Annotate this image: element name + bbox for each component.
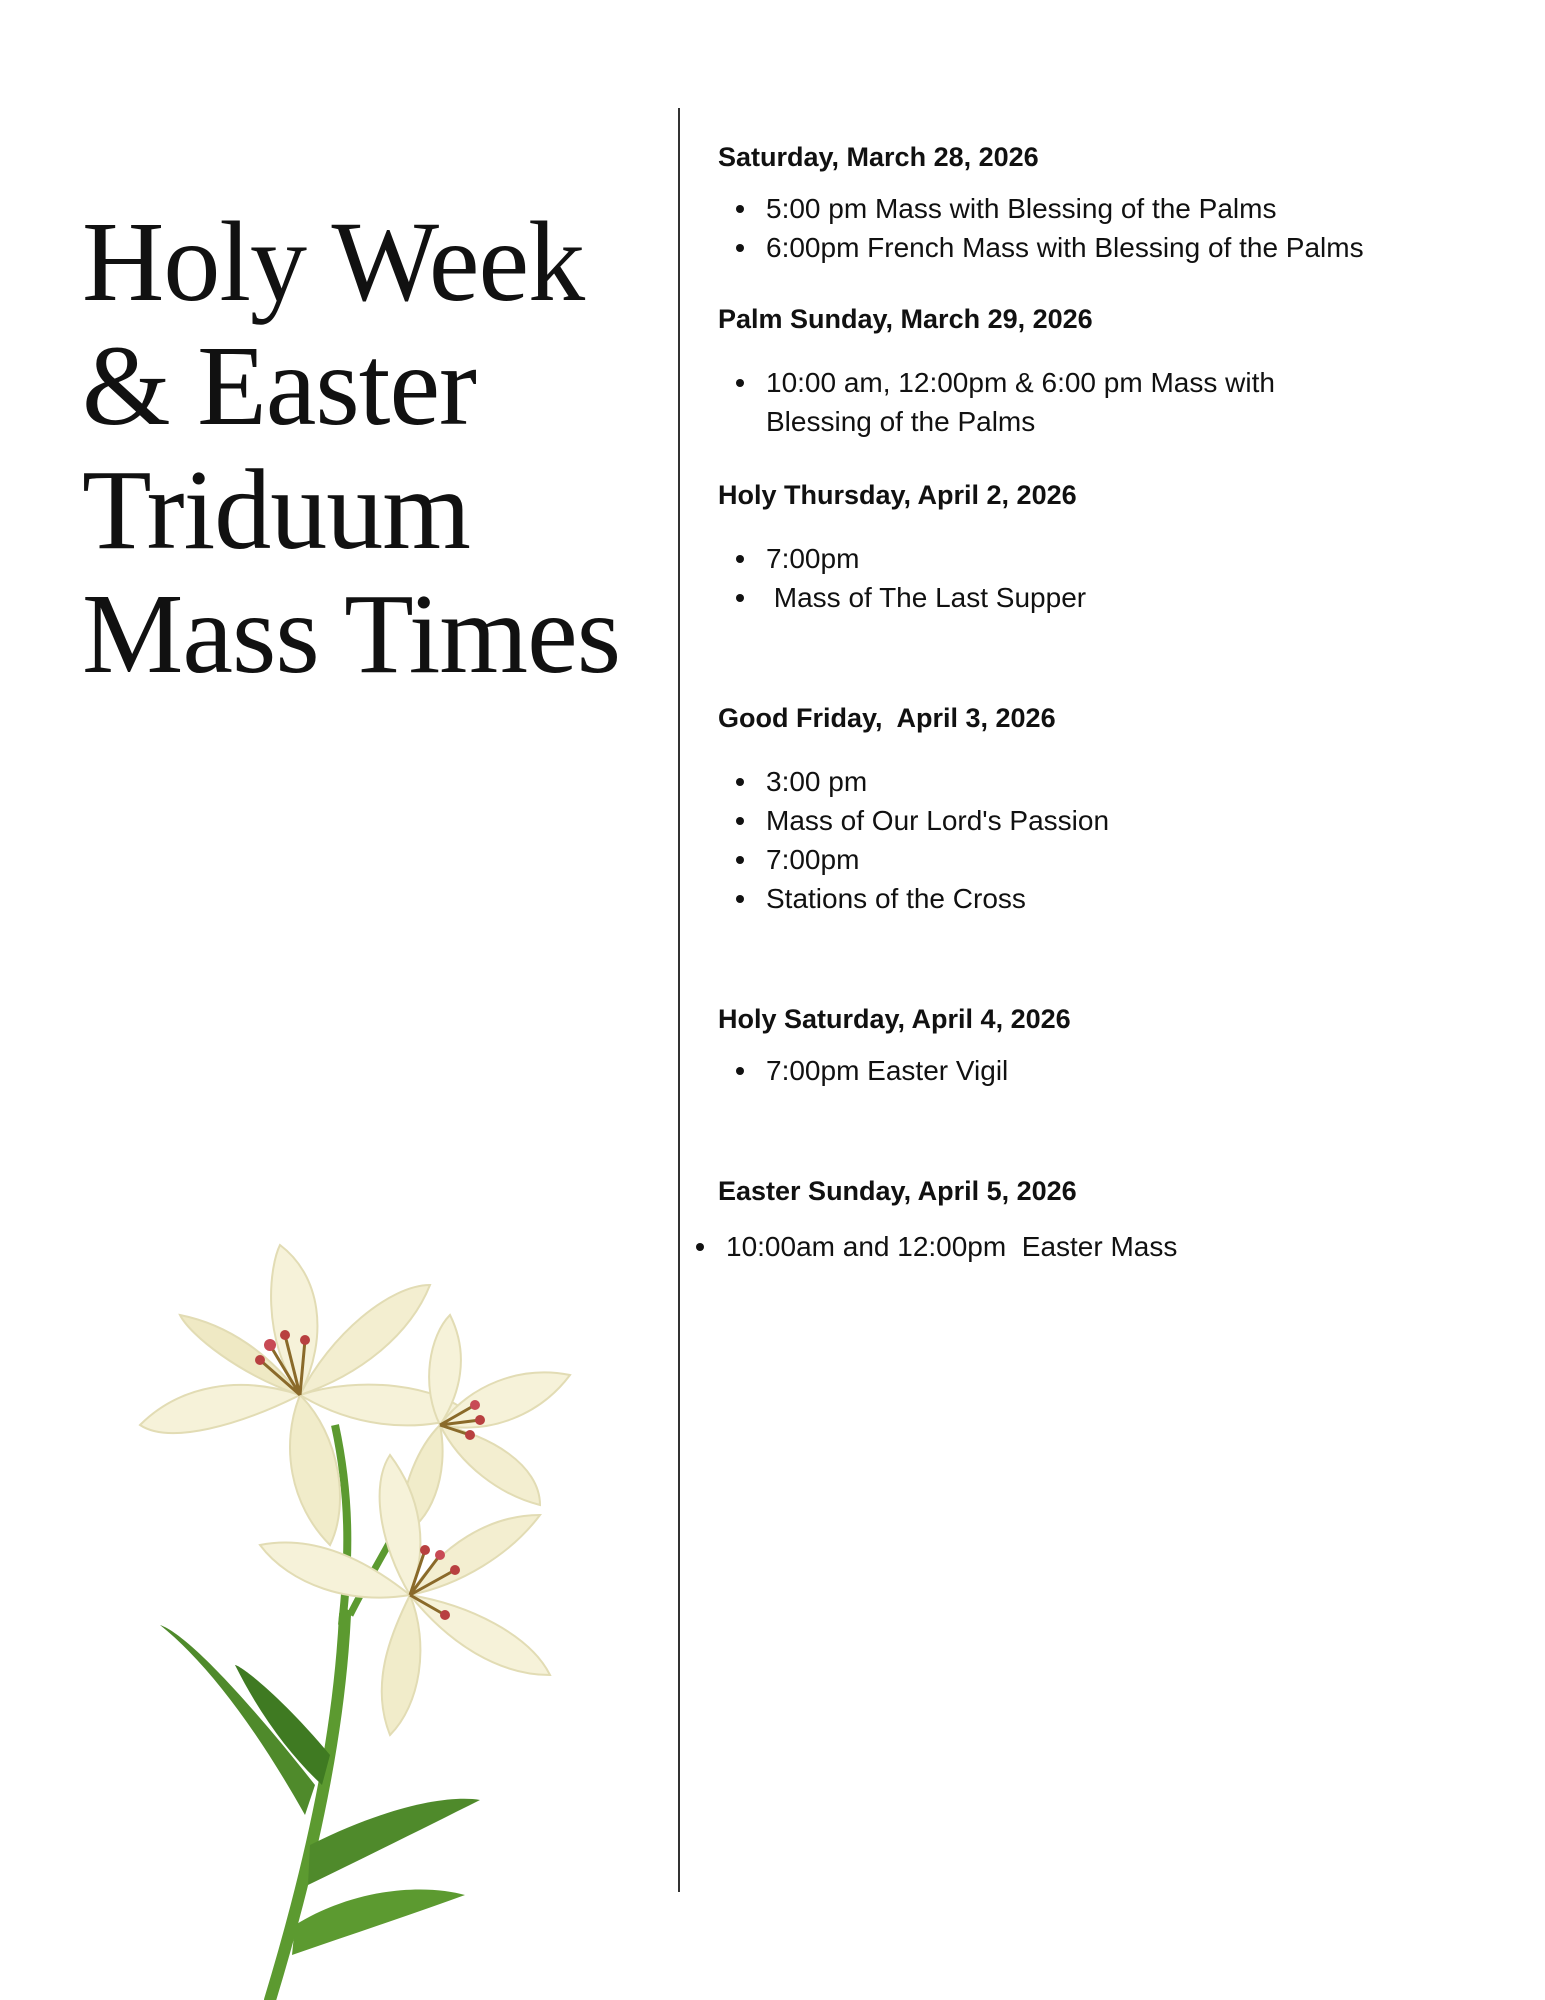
mass-list <box>718 539 1518 617</box>
day-easter-sunday <box>718 1173 1518 1266</box>
list-item: 10:00 am, 12:00pm & 6:00 pm Mass with <box>718 363 1518 402</box>
vertical-divider <box>678 108 680 1892</box>
day-heading: Holy Thursday, April 2, 2026 <box>718 480 1077 510</box>
title-line-1: Holy Week <box>82 198 585 325</box>
day-heading: Holy Saturday, April 4, 2026 <box>718 1004 1071 1034</box>
day-heading: Easter Sunday, April 5, 2026 <box>718 1176 1077 1206</box>
day-heading: Palm Sunday, March 29, 2026 <box>718 304 1093 334</box>
mass-list <box>718 1051 1518 1090</box>
mass-list <box>718 363 1518 441</box>
day-saturday-march-28 <box>718 139 1518 267</box>
mass-list <box>718 1227 1518 1266</box>
mass-list <box>718 189 1518 267</box>
title-line-2: & Easter <box>82 322 477 449</box>
day-heading: Good Friday, April 3, 2026 <box>718 703 1056 733</box>
page-title <box>82 200 642 696</box>
list-item: 7:00pm <box>718 539 1518 578</box>
day-good-friday <box>718 700 1518 918</box>
day-palm-sunday <box>718 301 1518 441</box>
list-item: 3:00 pm <box>718 762 1518 801</box>
day-holy-saturday <box>718 1001 1518 1090</box>
title-line-3: Triduum <box>82 446 470 573</box>
list-item: Stations of the Cross <box>718 879 1518 918</box>
list-item: 5:00 pm Mass with Blessing of the Palms <box>718 189 1518 228</box>
list-item: Mass of The Last Supper <box>718 578 1518 617</box>
mass-list <box>718 762 1518 918</box>
list-item-continuation: Blessing of the Palms <box>766 406 1036 437</box>
white-lily-illustration <box>110 1195 630 2000</box>
list-item: 10:00am and 12:00pm Easter Mass <box>678 1227 1518 1266</box>
day-heading: Saturday, March 28, 2026 <box>718 142 1039 172</box>
list-item: Mass of Our Lord's Passion <box>718 801 1518 840</box>
title-line-4: Mass Times <box>82 570 621 697</box>
day-holy-thursday <box>718 477 1518 617</box>
list-item: 7:00pm <box>718 840 1518 879</box>
list-item: 7:00pm Easter Vigil <box>718 1051 1518 1090</box>
list-item: 6:00pm French Mass with Blessing of the Palms <box>718 228 1518 267</box>
